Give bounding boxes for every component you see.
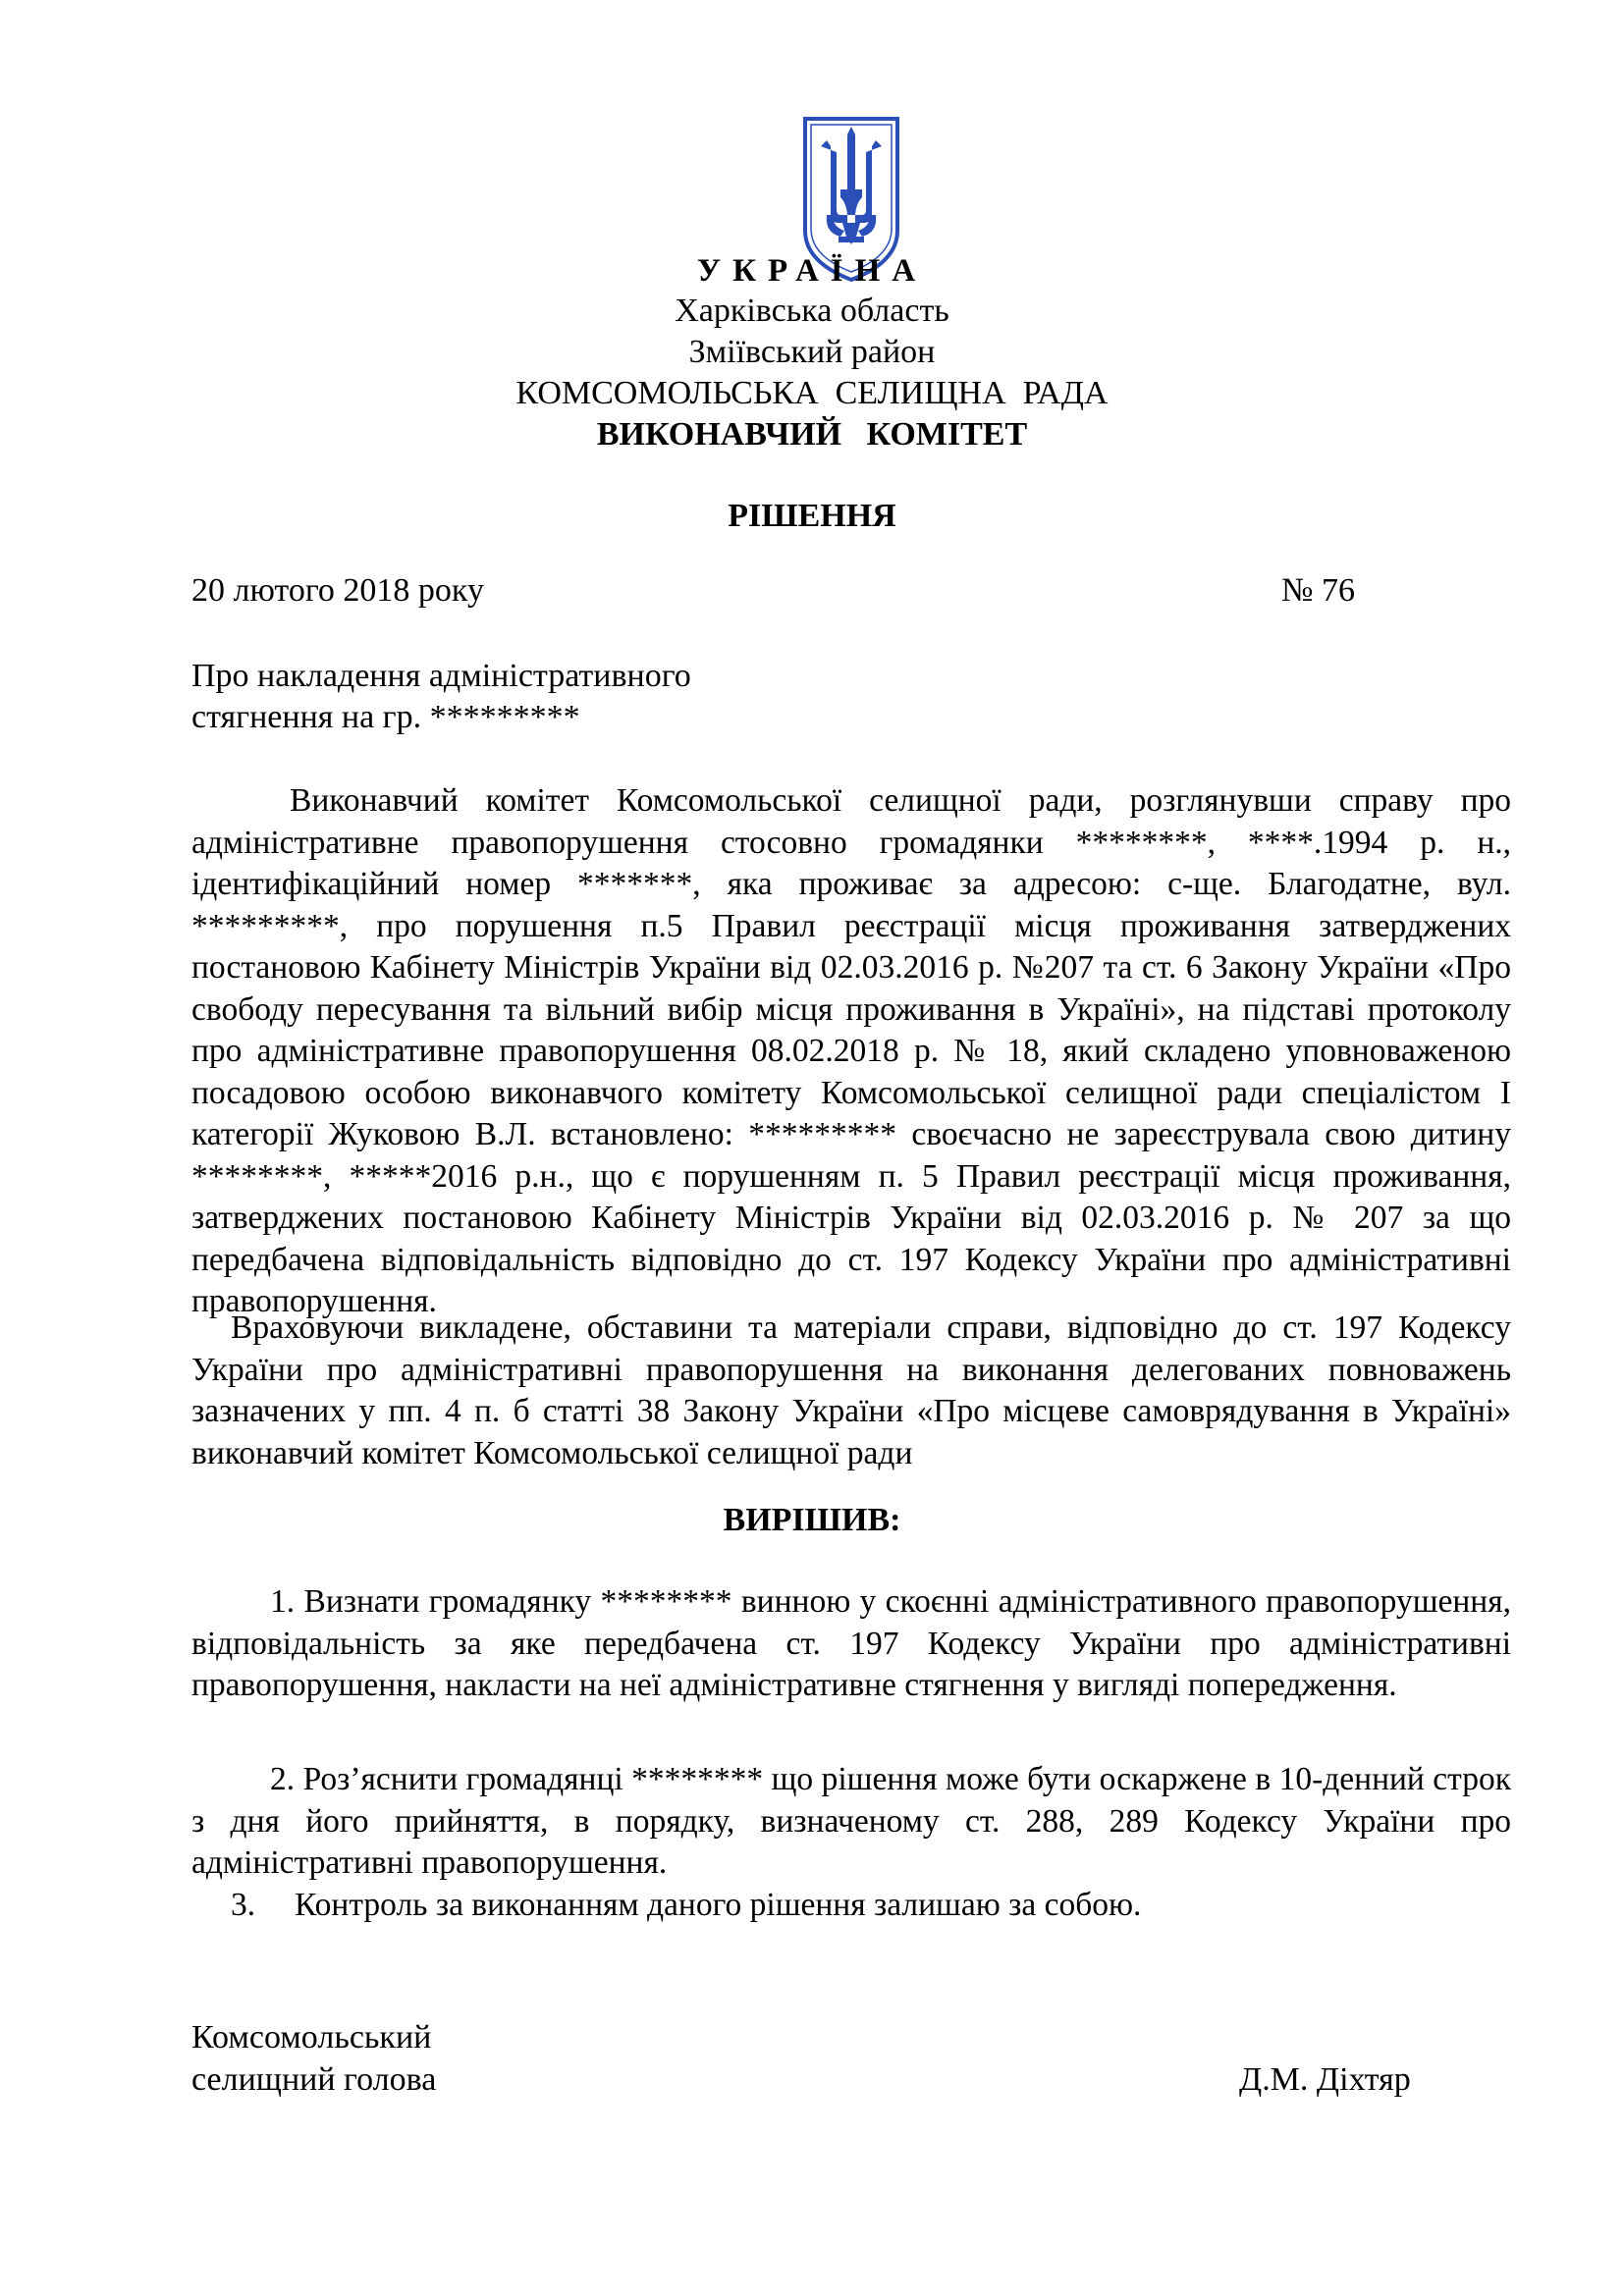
decision-item-text: Роз’яснити громадянці ******** що рішення може бути оскаржене в 10-денний строк з дня його прийняття, в порядку, визначеному ст. 288, 289 Кодексу України про адміністративні правопорушення. xyxy=(191,1761,1511,1881)
subject-line-1: Про накладення адміністративного xyxy=(191,658,691,694)
document-type-title: РІШЕННЯ xyxy=(728,498,896,534)
committee-name: ВИКОНАВЧИЙ КОМІТЕТ xyxy=(596,416,1028,453)
decision-item-number: 3. xyxy=(231,1887,256,1923)
decision-item-3 xyxy=(191,1885,1511,1927)
body-paragraph-2: Враховуючи викладене, обставини та матеріали справи, відповідно до ст. 197 Кодексу України про адміністративні правопорушення на виконання делегованих повноважень зазначених у пп. 4 п. б статті 38 Закону України «Про місцеве самоврядування в Україні» виконавчий комітет Комсомольської селищної ради xyxy=(191,1309,1511,1471)
council-name: КОМСОМОЛЬСЬКА СЕЛИЩНА РАДА xyxy=(515,375,1109,411)
decision-item-number: 1. xyxy=(270,1583,296,1620)
document-number: № 76 xyxy=(1281,572,1355,609)
subject-line-2: стягнення на гр. ********* xyxy=(191,699,580,735)
country-name: УКРАЇНА xyxy=(696,253,928,289)
document-date: 20 лютого 2018 року xyxy=(191,572,484,609)
raion-name: Зміївський район xyxy=(688,334,936,370)
decision-item-text: Контроль за виконанням даного рішення залишаю за собою. xyxy=(295,1887,1142,1923)
signature-name: Д.М. Діхтяр xyxy=(1239,2061,1411,2098)
signature-position-line-2: селищний голова xyxy=(191,2061,437,2098)
decision-item-number: 2. xyxy=(270,1761,296,1797)
signature-position-line-1: Комсомольський xyxy=(191,2019,432,2056)
oblast-name: Харківська область xyxy=(675,293,949,329)
decision-heading: ВИРІШИВ: xyxy=(723,1502,901,1538)
body-paragraph-1: Виконавчий комітет Комсомольської селищної ради, розглянувши справу про адміністративне правопорушення стосовно громадянки ********, ****.1994 р. н., ідентифікаційний номер *******, яка проживає за адресою: с-ще. Благодатне, вул. *********, про порушення п.5 Правил реєстрації місця проживання затверджених постановою Кабінету Міністрів України від 02.03.2016 р. №207 та ст. 6 Закону України «Про свободу пересування та вільний вибір місця проживання в Україні», на підставі протоколу про адміністративне правопорушення 08.02.2018 р. № 18, який складено уповноваженою посадовою особою виконавчого комітету Комсомольської селищної ради спеціалістом І категорії Жуковою В.Л. встановлено: ********* своєчасно не зареєструвала свою дитину ********, *****2016 р.н., що є порушенням п. 5 Правил реєстрації місця проживання, затверджених постановою Кабінету Міністрів України від 02.03.2016 р. № 207 за що передбачена відповідальність відповідно до ст. 197 Кодексу України про адміністративні правопорушення. xyxy=(191,782,1511,1319)
decision-item-text: Визнати громадянку ******** винною у скоєнні адміністративного правопорушення, відповідальність за яке передбачена ст. 197 Кодексу України про адміністративні правопорушення, накласти на неї адміністративне стягнення у вигляді попередження. xyxy=(191,1583,1511,1703)
decision-item-1 xyxy=(191,1581,1511,1707)
decision-item-2 xyxy=(191,1759,1511,1885)
